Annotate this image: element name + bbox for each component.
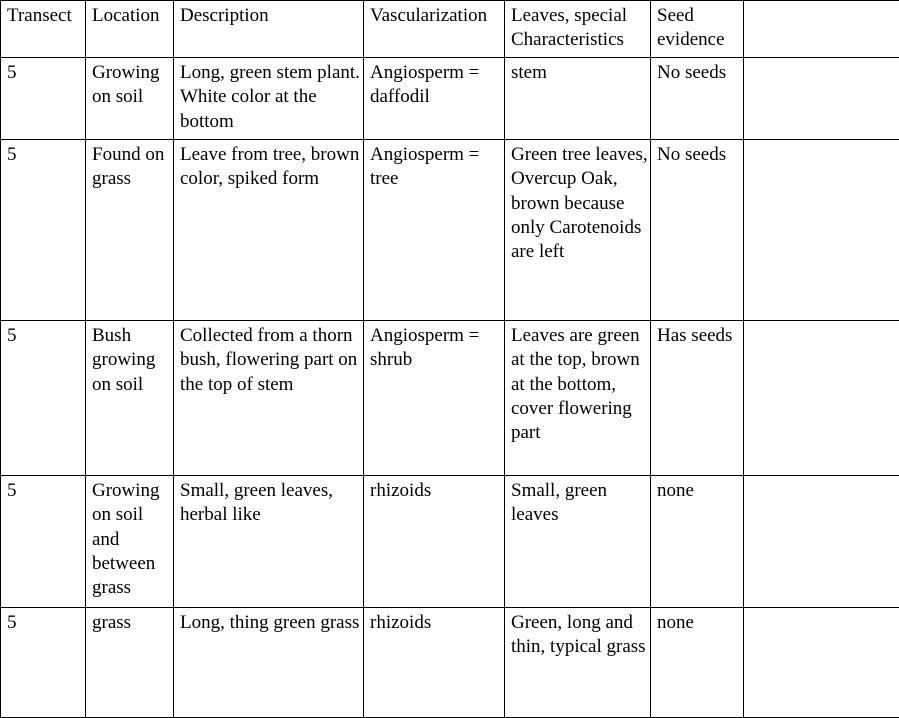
table-row [1, 58, 899, 140]
header-vascularization: Vascularization [364, 1, 505, 58]
cell-leaves: Small, green leaves [505, 476, 651, 608]
header-empty [744, 1, 899, 58]
cell-location: Found on grass [86, 140, 174, 321]
cell-vascularization: Angiosperm = daffodil [364, 58, 505, 140]
cell-description: Leave from tree, brown color, spiked form [174, 140, 364, 321]
cell-empty [744, 58, 899, 140]
cell-description: Small, green leaves, herbal like [174, 476, 364, 608]
cell-empty [744, 476, 899, 608]
cell-transect: 5 [1, 140, 86, 321]
cell-leaves: Green tree leaves, Overcup Oak, brown because only Carotenoids are left [505, 140, 651, 321]
cell-leaves: Leaves are green at the top, brown at the bottom, cover flowering part [505, 321, 651, 476]
cell-seed-evidence: No seeds [651, 58, 744, 140]
header-transect: Transect [1, 1, 86, 58]
cell-vascularization: Angiosperm = tree [364, 140, 505, 321]
table-row [1, 608, 899, 718]
table-row [1, 476, 899, 608]
cell-empty [744, 608, 899, 718]
cell-empty [744, 140, 899, 321]
cell-description: Collected from a thorn bush, flowering part on the top of stem [174, 321, 364, 476]
cell-description: Long, green stem plant. White color at the bottom [174, 58, 364, 140]
cell-seed-evidence: none [651, 476, 744, 608]
cell-empty [744, 321, 899, 476]
cell-transect: 5 [1, 58, 86, 140]
cell-location: grass [86, 608, 174, 718]
cell-description: Long, thing green grass [174, 608, 364, 718]
cell-vascularization: Angiosperm = shrub [364, 321, 505, 476]
cell-leaves: Green, long and thin, typical grass [505, 608, 651, 718]
table-row [1, 321, 899, 476]
header-row [1, 1, 899, 58]
header-leaves: Leaves, special Characteristics [505, 1, 651, 58]
cell-location: Growing on soil and between grass [86, 476, 174, 608]
cell-transect: 5 [1, 321, 86, 476]
cell-seed-evidence: none [651, 608, 744, 718]
cell-vascularization: rhizoids [364, 608, 505, 718]
table-row [1, 140, 899, 321]
header-location: Location [86, 1, 174, 58]
header-seed-evidence: Seed evidence [651, 1, 744, 58]
header-description: Description [174, 1, 364, 58]
cell-location: Growing on soil [86, 58, 174, 140]
cell-transect: 5 [1, 608, 86, 718]
cell-seed-evidence: No seeds [651, 140, 744, 321]
cell-leaves: stem [505, 58, 651, 140]
cell-location: Bush growing on soil [86, 321, 174, 476]
cell-transect: 5 [1, 476, 86, 608]
cell-vascularization: rhizoids [364, 476, 505, 608]
cell-seed-evidence: Has seeds [651, 321, 744, 476]
